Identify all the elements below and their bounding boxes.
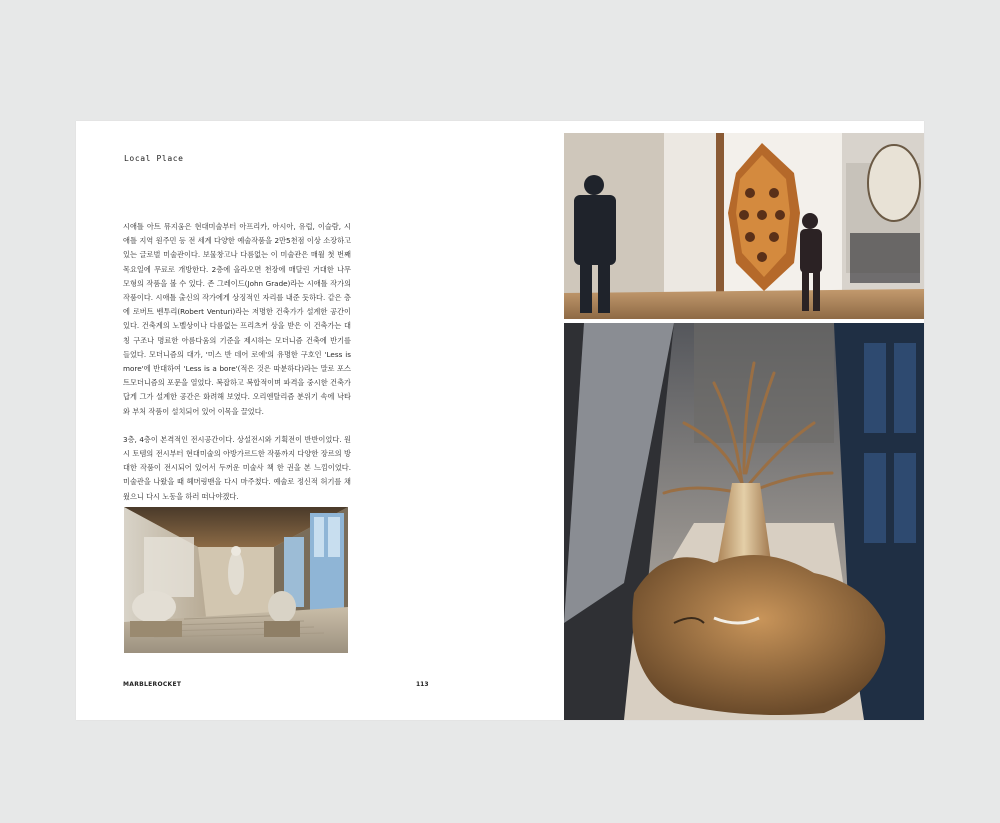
article-body — [123, 220, 351, 518]
section-title: Local Place — [124, 154, 184, 163]
right-page — [564, 121, 924, 720]
atrium-tree-sculpture-photo — [564, 323, 924, 720]
page-number: 113 — [416, 681, 429, 688]
gallery-artwork-photo — [564, 133, 924, 319]
staircase-hall-photo — [124, 507, 348, 653]
footer-brand: MARBLEROCKET — [123, 681, 182, 688]
left-page — [76, 121, 564, 720]
paragraph-1: 시애틀 아트 뮤지움은 현대미술부터 아프리카, 아시아, 유럽, 이슬람, 시애틀 지역 원주민 등 전 세계 다양한 예술작품을 2만5천점 이상 소장하고 있는 글로벌 미술관이다. 보물창고나 다름없는 이 미술관은 매월 첫 번째 목요일에 무료로 개방한다. 2층에 올라오면 천장에 매달린 거대한 나무 모형의 작품을 볼 수 있다. 존 그레이드(John Grade)라는 시애틀 작가의 작품이다. 시애틀 출신의 작가에게 상징적인 자리를 내준 듯하다. 같은 층에 로버트 벤투리(Robert Venturi)라는 저명한 건축가가 설계한 공간이 있다. 건축계의 노벨상이나 다름없는 프리츠커 상을 받은 이 건축가는 대칭 구조나 명료한 아름다움의 기준을 제시하는 모더니즘 건축에 반기를 들었다. 모더니즘의 대가, '미스 반 데어 로에'의 유명한 구호인 'Less is more'에 반대하여 'Less is a bore'(적은 것은 따분하다)라는 말로 포스트모더니즘의 포문을 열었다. 복잡하고 복합적이며 파격을 중시한 건축가답게 그가 설계한 공간은 화려해 보였다. 오리엔탈리즘 분위기 속에 낙타와 부처 작품이 설치되어 있어 이목을 끌었다. — [123, 222, 351, 416]
paragraph-2: 3층, 4층이 본격적인 전시공간이다. 상설전시와 기획전이 반반이었다. 원시 토템의 전시부터 현대미술의 아방가르드한 작품까지 다양한 장르의 방대한 작품이 전시되어 있어서 두꺼운 미술사 책 한 권을 본 느낌이었다. 미술관을 나왔을 때 헤머링맨을 다시 마주쳤다. 예술로 정신적 허기를 채웠으니 다시 노동을 하러 떠나야겠다. — [123, 434, 351, 501]
magazine-spread — [76, 121, 924, 720]
